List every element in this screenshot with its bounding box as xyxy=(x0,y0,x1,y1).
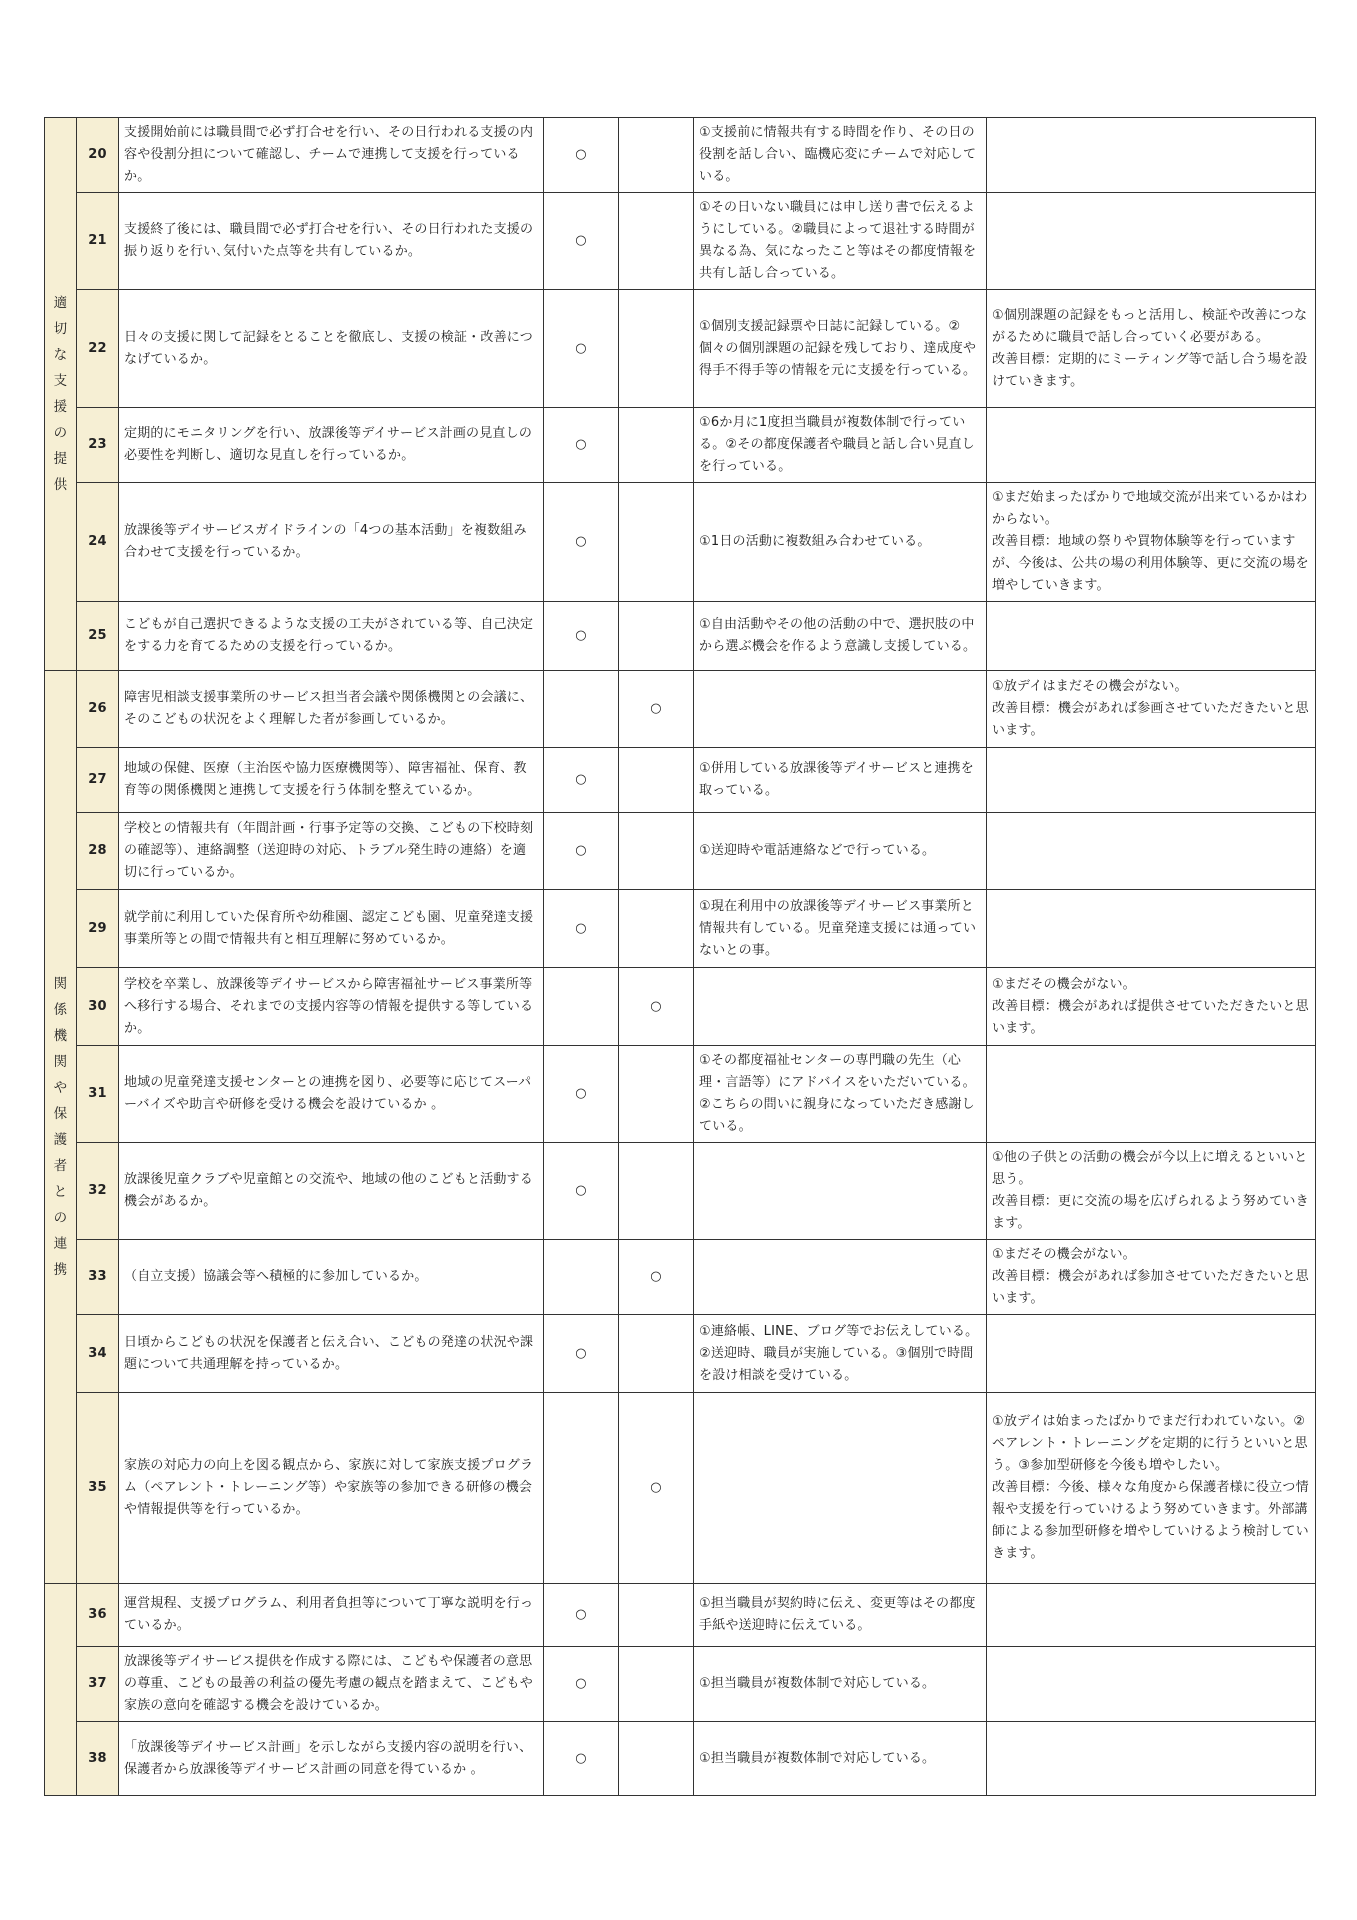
reason-text: ①1日の活動に複数組み合わせている。 xyxy=(694,483,987,602)
item-number: 26 xyxy=(77,671,119,748)
reason-text: ①併用している放課後等デイサービスと連携を取っている。 xyxy=(694,748,987,813)
reason-text xyxy=(694,671,987,748)
table-row xyxy=(45,118,1316,193)
section-label-empty xyxy=(45,1584,77,1796)
reason-text: ①自由活動やその他の活動の中で、選択肢の中から選ぶ機会を作るよう意識し支援している。 xyxy=(694,602,987,671)
improvement-text xyxy=(987,408,1316,483)
yes-mark xyxy=(544,1240,619,1315)
item-number: 20 xyxy=(77,118,119,193)
item-text: （自立支援）協議会等へ積極的に参加しているか。 xyxy=(119,1240,544,1315)
table-row xyxy=(45,968,1316,1046)
no-mark xyxy=(619,408,694,483)
item-number: 24 xyxy=(77,483,119,602)
table-row xyxy=(45,408,1316,483)
improvement-text xyxy=(987,890,1316,968)
improvement-text xyxy=(987,1722,1316,1796)
reason-text: ①担当職員が契約時に伝え、変更等はその都度手紙や送迎時に伝えている。 xyxy=(694,1584,987,1647)
yes-mark: ○ xyxy=(544,1143,619,1240)
improvement-text xyxy=(987,602,1316,671)
yes-mark: ○ xyxy=(544,408,619,483)
yes-mark: ○ xyxy=(544,290,619,408)
reason-text: ①個別支援記録票や日誌に記録している。②個々の個別課題の記録を残しており、達成度や得手不得手等の情報を元に支援を行っている。 xyxy=(694,290,987,408)
item-number: 27 xyxy=(77,748,119,813)
no-mark xyxy=(619,290,694,408)
item-text: 地域の保健、医療（主治医や協力医療機関等）、障害福祉、保育、教育等の関係機関と連携して支援を行う体制を整えているか。 xyxy=(119,748,544,813)
reason-text xyxy=(694,1240,987,1315)
yes-mark: ○ xyxy=(544,1315,619,1393)
item-text: 支援開始前には職員間で必ず打合せを行い、その日行われる支援の内容や役割分担について確認し、チームで連携して支援を行っているか。 xyxy=(119,118,544,193)
table-row xyxy=(45,890,1316,968)
item-text: 学校との情報共有（年間計画・行事予定等の交換、こどもの下校時刻の確認等）、連絡調整（送迎時の対応、トラブル発生時の連絡）を適切に行っているか。 xyxy=(119,813,544,890)
table-row xyxy=(45,748,1316,813)
table-row xyxy=(45,813,1316,890)
yes-mark: ○ xyxy=(544,193,619,290)
reason-text: ①支援前に情報共有する時間を作り、その日の役割を話し合い、臨機応変にチームで対応している。 xyxy=(694,118,987,193)
item-text: 放課後等デイサービス提供を作成する際には、こどもや保護者の意思の尊重、こどもの最善の利益の優先考慮の観点を踏まえて、こどもや家族の意向を確認する機会を設けているか。 xyxy=(119,1647,544,1722)
table-row xyxy=(45,1046,1316,1143)
item-number: 22 xyxy=(77,290,119,408)
table-row xyxy=(45,671,1316,748)
improvement-text xyxy=(987,1315,1316,1393)
item-text: 日頃からこどもの状況を保護者と伝え合い、こどもの発達の状況や課題について共通理解を持っているか。 xyxy=(119,1315,544,1393)
reason-text: ①現在利用中の放課後等デイサービス事業所と情報共有している。児童発達支援には通っていないとの事。 xyxy=(694,890,987,968)
improvement-text: ①放デイはまだその機会がない。 改善目標：機会があれば参画させていただきたいと思います。 xyxy=(987,671,1316,748)
table-row xyxy=(45,1240,1316,1315)
no-mark xyxy=(619,602,694,671)
table-row xyxy=(45,1393,1316,1584)
improvement-text xyxy=(987,1647,1316,1722)
item-text: 就学前に利用していた保育所や幼稚園、認定こども園、児童発達支援事業所等との間で情報共有と相互理解に努めているか。 xyxy=(119,890,544,968)
item-text: 運営規程、支援プログラム、利用者負担等について丁寧な説明を行っているか。 xyxy=(119,1584,544,1647)
yes-mark xyxy=(544,1393,619,1584)
yes-mark: ○ xyxy=(544,813,619,890)
reason-text: ①連絡帳、LINE、ブログ等でお伝えしている。②送迎時、職員が実施している。③個別で時間を設け相談を受けている。 xyxy=(694,1315,987,1393)
improvement-text: ①まだその機会がない。 改善目標：機会があれば提供させていただきたいと思います。 xyxy=(987,968,1316,1046)
table-row xyxy=(45,290,1316,408)
improvement-text: ①個別課題の記録をもっと活用し、検証や改善につながるために職員で話し合っていく必要がある。 改善目標：定期的にミーティング等で話し合う場を設けていきます。 xyxy=(987,290,1316,408)
improvement-text xyxy=(987,118,1316,193)
reason-text: ①担当職員が複数体制で対応している。 xyxy=(694,1647,987,1722)
table-row xyxy=(45,602,1316,671)
item-text: 放課後児童クラブや児童館との交流や、地域の他のこどもと活動する機会があるか。 xyxy=(119,1143,544,1240)
reason-text: ①送迎時や電話連絡などで行っている。 xyxy=(694,813,987,890)
table-row xyxy=(45,1315,1316,1393)
yes-mark: ○ xyxy=(544,890,619,968)
item-text: こどもが自己選択できるような支援の工夫がされている等、自己決定をする力を育てるための支援を行っているか。 xyxy=(119,602,544,671)
no-mark xyxy=(619,118,694,193)
no-mark xyxy=(619,1584,694,1647)
reason-text: ①その都度福祉センターの専門職の先生（心理・言語等）にアドバイスをいただいている。②こちらの問いに親身になっていただき感謝している。 xyxy=(694,1046,987,1143)
evaluation-table-body xyxy=(45,118,1316,1796)
no-mark: ○ xyxy=(619,1240,694,1315)
table-row xyxy=(45,483,1316,602)
no-mark xyxy=(619,193,694,290)
item-number: 37 xyxy=(77,1647,119,1722)
yes-mark: ○ xyxy=(544,1722,619,1796)
improvement-text xyxy=(987,193,1316,290)
item-number: 23 xyxy=(77,408,119,483)
no-mark xyxy=(619,1143,694,1240)
evaluation-table xyxy=(44,117,1316,1796)
improvement-text xyxy=(987,1046,1316,1143)
yes-mark: ○ xyxy=(544,483,619,602)
yes-mark: ○ xyxy=(544,748,619,813)
item-text: 学校を卒業し、放課後等デイサービスから障害福祉サービス事業所等へ移行する場合、それまでの支援内容等の情報を提供する等しているか。 xyxy=(119,968,544,1046)
improvement-text: ①まだその機会がない。 改善目標：機会があれば参加させていただきたいと思います。 xyxy=(987,1240,1316,1315)
no-mark: ○ xyxy=(619,968,694,1046)
reason-text: ①6か月に1度担当職員が複数体制で行っている。②その都度保護者や職員と話し合い見直しを行っている。 xyxy=(694,408,987,483)
yes-mark: ○ xyxy=(544,1046,619,1143)
item-number: 36 xyxy=(77,1584,119,1647)
section-label-text: 関係機関や保護者との連携 xyxy=(53,976,68,1278)
no-mark: ○ xyxy=(619,1393,694,1584)
reason-text: ①担当職員が複数体制で対応している。 xyxy=(694,1722,987,1796)
item-number: 33 xyxy=(77,1240,119,1315)
item-number: 32 xyxy=(77,1143,119,1240)
yes-mark: ○ xyxy=(544,118,619,193)
section-label-text: 適切な支援の提供 xyxy=(53,295,68,493)
item-number: 30 xyxy=(77,968,119,1046)
yes-mark: ○ xyxy=(544,1647,619,1722)
table-row xyxy=(45,1584,1316,1647)
reason-text xyxy=(694,1393,987,1584)
table-row xyxy=(45,1143,1316,1240)
item-number: 28 xyxy=(77,813,119,890)
section-label xyxy=(45,671,77,1584)
yes-mark: ○ xyxy=(544,602,619,671)
item-number: 25 xyxy=(77,602,119,671)
yes-mark: ○ xyxy=(544,1584,619,1647)
section-label xyxy=(45,118,77,671)
reason-text: ①その日いない職員には申し送り書で伝えるようにしている。②職員によって退社する時間が異なる為、気になったこと等はその都度情報を共有し話し合っている。 xyxy=(694,193,987,290)
item-number: 31 xyxy=(77,1046,119,1143)
item-text: 日々の支援に関して記録をとることを徹底し、支援の検証・改善につなげているか。 xyxy=(119,290,544,408)
item-text: 支援終了後には、職員間で必ず打合せを行い、その日行われた支援の振り返りを行い､気付いた点等を共有しているか。 xyxy=(119,193,544,290)
yes-mark xyxy=(544,671,619,748)
no-mark xyxy=(619,890,694,968)
yes-mark xyxy=(544,968,619,1046)
no-mark xyxy=(619,1722,694,1796)
item-number: 38 xyxy=(77,1722,119,1796)
improvement-text xyxy=(987,813,1316,890)
no-mark xyxy=(619,1046,694,1143)
item-number: 29 xyxy=(77,890,119,968)
no-mark xyxy=(619,813,694,890)
item-number: 34 xyxy=(77,1315,119,1393)
improvement-text xyxy=(987,748,1316,813)
no-mark xyxy=(619,1647,694,1722)
item-text: 地域の児童発達支援センターとの連携を図り、必要等に応じてスーパーバイズや助言や研修を受ける機会を設けているか 。 xyxy=(119,1046,544,1143)
item-number: 35 xyxy=(77,1393,119,1584)
item-text: 障害児相談支援事業所のサービス担当者会議や関係機関との会議に、そのこどもの状況をよく理解した者が参画しているか。 xyxy=(119,671,544,748)
no-mark xyxy=(619,748,694,813)
item-number: 21 xyxy=(77,193,119,290)
item-text: 「放課後等デイサービス計画」を示しながら支援内容の説明を行い、保護者から放課後等デイサービス計画の同意を得ているか 。 xyxy=(119,1722,544,1796)
table-row xyxy=(45,193,1316,290)
table-row xyxy=(45,1647,1316,1722)
item-text: 家族の対応力の向上を図る観点から、家族に対して家族支援プログラム（ペアレント・トレーニング等）や家族等の参加できる研修の機会や情報提供等を行っているか。 xyxy=(119,1393,544,1584)
reason-text xyxy=(694,968,987,1046)
improvement-text: ①まだ始まったばかりで地域交流が出来ているかはわからない。 改善目標：地域の祭りや買物体験等を行っていますが、今後は、公共の場の利用体験等、更に交流の場を増やしていきます。 xyxy=(987,483,1316,602)
no-mark xyxy=(619,483,694,602)
improvement-text: ①他の子供との活動の機会が今以上に増えるといいと思う。 改善目標：更に交流の場を広げられるよう努めていきます。 xyxy=(987,1143,1316,1240)
item-text: 定期的にモニタリングを行い、放課後等デイサービス計画の見直しの必要性を判断し、適切な見直しを行っているか。 xyxy=(119,408,544,483)
item-text: 放課後等デイサービスガイドラインの「4つの基本活動」を複数組み合わせて支援を行っているか。 xyxy=(119,483,544,602)
table-row xyxy=(45,1722,1316,1796)
no-mark xyxy=(619,1315,694,1393)
improvement-text: ①放デイは始まったばかりでまだ行われていない。②ペアレント・トレーニングを定期的に行うといいと思う。③参加型研修を今後も増やしたい。 改善目標：今後、様々な角度から保護者様に役立つ情報や支援を行っていけるよう努めていきます。外部講師による参加型研修を増やしていけるよう検討していきます。 xyxy=(987,1393,1316,1584)
no-mark: ○ xyxy=(619,671,694,748)
reason-text xyxy=(694,1143,987,1240)
improvement-text xyxy=(987,1584,1316,1647)
